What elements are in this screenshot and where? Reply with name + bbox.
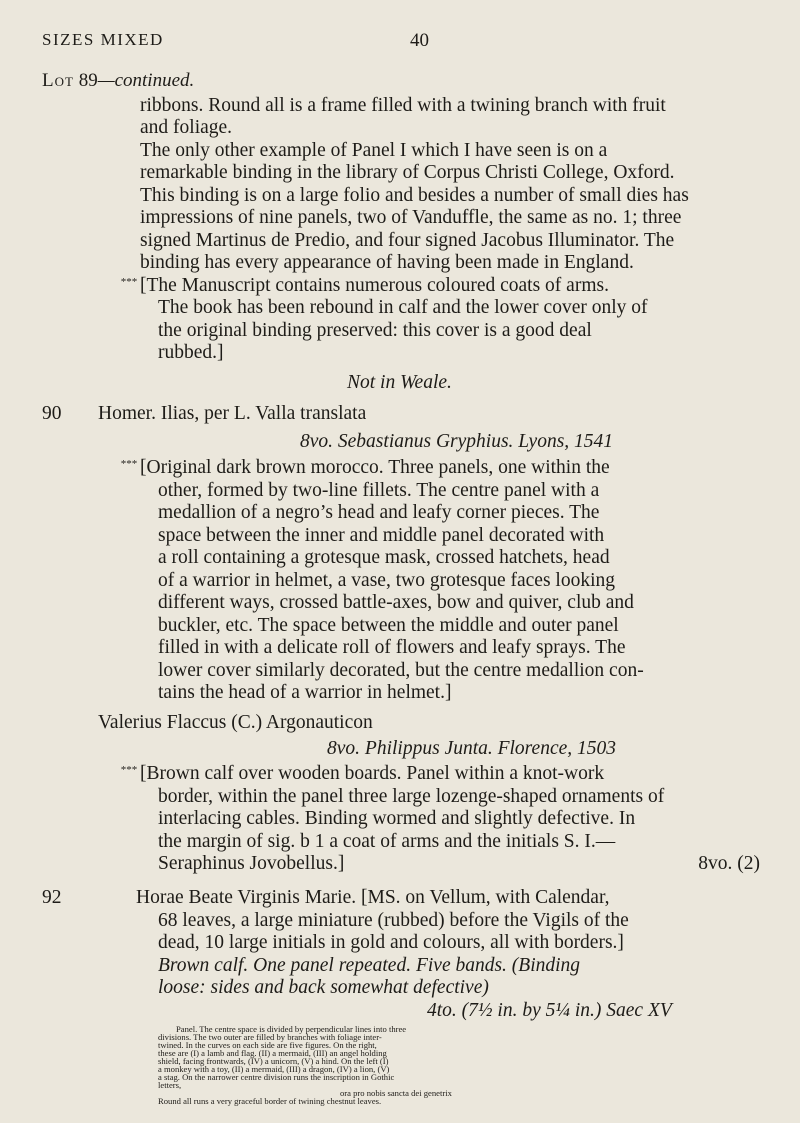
lot90-note-line: a roll containing a grotesque mask, crossed hatchets, head — [158, 547, 610, 568]
lot90-note-line: tains the head of a warrior in helmet.] — [158, 682, 452, 703]
lot89-note-line: rubbed.] — [158, 342, 224, 363]
lot89-line: The only other example of Panel I which I have seen is on a — [140, 140, 608, 161]
note-stars: *** — [120, 276, 138, 288]
lot90-imprint: 8vo. Sebastianus Gryphius. Lyons, 1541 — [300, 431, 614, 452]
lot90-second-title: Valerius Flaccus (C.) Argonauticon — [98, 712, 373, 733]
lot90-last-line: Seraphinus Jovobellus.] — [158, 853, 345, 874]
lot92-panel-line: shield, facing frontwards, (IV) a unicorn, (V) a hind. On the left (I) — [158, 1056, 389, 1066]
lot-number: 90 — [42, 403, 62, 424]
lot-header — [42, 70, 194, 92]
lot89-note-line: The book has been rebound in calf and the lower cover only of — [158, 297, 648, 318]
lot92-panel-line: a monkey with a toy, (II) a mermaid, (III) a dragon, (IV) a lion, (V) — [158, 1064, 390, 1074]
lot90-note-line: buckler, etc. The space between the middle and outer panel — [158, 615, 619, 636]
lot90-second-note-line: border, within the panel three large lozenge-shaped ornaments of — [158, 786, 665, 807]
lot89-note-line: the original binding preserved: this cover is a good deal — [158, 320, 592, 341]
note-stars: *** — [120, 458, 138, 470]
lot92-panel-line: Panel. The centre space is divided by perpendicular lines into three — [176, 1024, 407, 1034]
lot92-binding-line: Brown calf. One panel repeated. Five bands. (Binding — [158, 955, 581, 976]
lot90-note-line: medallion of a negro’s head and leafy corner pieces. The — [158, 502, 600, 523]
lot92-panel-line: divisions. The two outer are filled by branches with foliage inter- — [158, 1032, 382, 1042]
lot92-inscription: ora pro nobis sancta dei genetrix — [340, 1088, 452, 1098]
lot92-panel-line: letters, — [158, 1080, 182, 1090]
lot89-line: ribbons. Round all is a frame filled with a twining branch with fruit — [140, 95, 666, 116]
lot-number: 92 — [42, 887, 62, 908]
lot90-title: Homer. Ilias, per L. Valla translata — [98, 403, 367, 424]
lot92-panel-line: a stag. On the narrower centre division runs the inscription in Gothic — [158, 1072, 395, 1082]
lot90-second-note-line: interlacing cables. Binding wormed and slightly defective. In — [158, 808, 636, 829]
lot89-line: This binding is on a large folio and besides a number of small dies has — [140, 185, 689, 206]
lot90-note-line: [Original dark brown morocco. Three panels, one within the — [140, 457, 610, 478]
lot90-second-imprint: 8vo. Philippus Junta. Florence, 1503 — [327, 738, 617, 759]
running-head — [0, 30, 800, 56]
lot90-note-line: different ways, crossed battle-axes, bow and quiver, club and — [158, 592, 634, 613]
lot90-note-line: of a warrior in helmet, a vase, two grotesque faces looking — [158, 570, 616, 591]
lot92-line: 68 leaves, a large miniature (rubbed) before the Vigils of the — [158, 910, 629, 931]
lot89-note-line: [The Manuscript contains numerous coloured coats of arms. — [140, 275, 609, 296]
lot90-second-note-line: the margin of sig. b 1 a coat of arms and the initials S. I.— — [158, 831, 616, 852]
bibliographic-reference: Not in Weale. — [347, 372, 452, 393]
lot90-second-note-line: [Brown calf over wooden boards. Panel within a knot-work — [140, 763, 605, 784]
lot92-final-line: Round all runs a very graceful border of twining chestnut leaves. — [158, 1096, 382, 1106]
lot92-line: Horae Beate Virginis Marie. [MS. on Vellum, with Calendar, — [136, 887, 610, 908]
lot89-line: impressions of nine panels, two of Vanduffle, the same as no. 1; three — [140, 207, 682, 228]
lot89-line: signed Martinus de Predio, and four signed Jacobus Illuminator. The — [140, 230, 675, 251]
lot92-panel-line: twined. In the curves on each side are five figures. On the right, — [158, 1040, 377, 1050]
lot90-note-line: lower cover similarly decorated, but the centre medallion con- — [158, 660, 644, 681]
lot89-line: remarkable binding in the library of Corpus Christi College, Oxford. — [140, 162, 675, 183]
lot92-size: 4to. (7½ in. by 5¼ in.) Saec XV — [427, 1000, 672, 1021]
lot-continued: —continued. — [97, 70, 195, 91]
lot-number: 89 — [78, 70, 98, 91]
lot89-line: binding has every appearance of having been made in England. — [140, 252, 634, 273]
lot89-line: and foliage. — [140, 117, 233, 138]
running-head-title: SIZES MIXED — [42, 30, 164, 49]
lot90-note-line: filled in with a delicate roll of flowers and leafy sprays. The — [158, 637, 626, 658]
page-number: 40 — [410, 30, 429, 51]
lot-label: Lot — [42, 70, 74, 91]
lot90-format: 8vo. (2) — [698, 853, 760, 874]
lot92-panel-line: these are (I) a lamb and flag. (II) a mermaid, (III) an angel holding — [158, 1048, 387, 1058]
note-stars: *** — [120, 764, 138, 776]
lot92-line: dead, 10 large initials in gold and colours, all with borders.] — [158, 932, 624, 953]
lot90-note-line: space between the inner and middle panel decorated with — [158, 525, 605, 546]
lot92-binding-line: loose: sides and back somewhat defective) — [158, 977, 489, 998]
lot90-note-line: other, formed by two-line fillets. The centre panel with a — [158, 480, 600, 501]
